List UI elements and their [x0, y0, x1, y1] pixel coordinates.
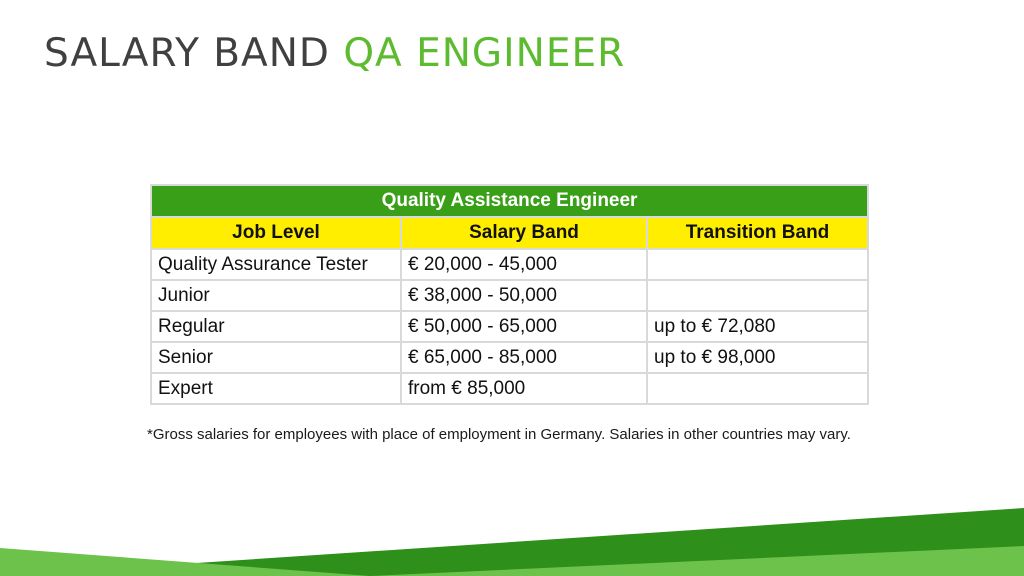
slide-title-accent: QA ENGINEER — [343, 31, 626, 76]
transition-band-cell: up to € 72,080 — [647, 311, 868, 342]
salary-band-cell: € 38,000 - 50,000 — [401, 280, 647, 311]
column-header-job-level: Job Level — [151, 217, 401, 249]
salary-band-cell: from € 85,000 — [401, 373, 647, 404]
footnote: *Gross salaries for employees with place of employment in Germany. Salaries in other countries may vary. — [147, 426, 851, 443]
job-level-cell: Junior — [151, 280, 401, 311]
column-header-transition-band: Transition Band — [647, 217, 868, 249]
job-level-cell: Quality Assurance Tester — [151, 249, 401, 280]
table-caption: Quality Assistance Engineer — [151, 185, 868, 217]
salary-band-cell: € 65,000 - 85,000 — [401, 342, 647, 373]
job-level-cell: Senior — [151, 342, 401, 373]
job-level-cell: Expert — [151, 373, 401, 404]
salary-band-cell: € 50,000 - 65,000 — [401, 311, 647, 342]
job-level-cell: Regular — [151, 311, 401, 342]
column-header-salary-band: Salary Band — [401, 217, 647, 249]
transition-band-cell: up to € 98,000 — [647, 342, 868, 373]
slide-title-main: SALARY BAND — [44, 31, 344, 76]
salary-band-cell: € 20,000 - 45,000 — [401, 249, 647, 280]
